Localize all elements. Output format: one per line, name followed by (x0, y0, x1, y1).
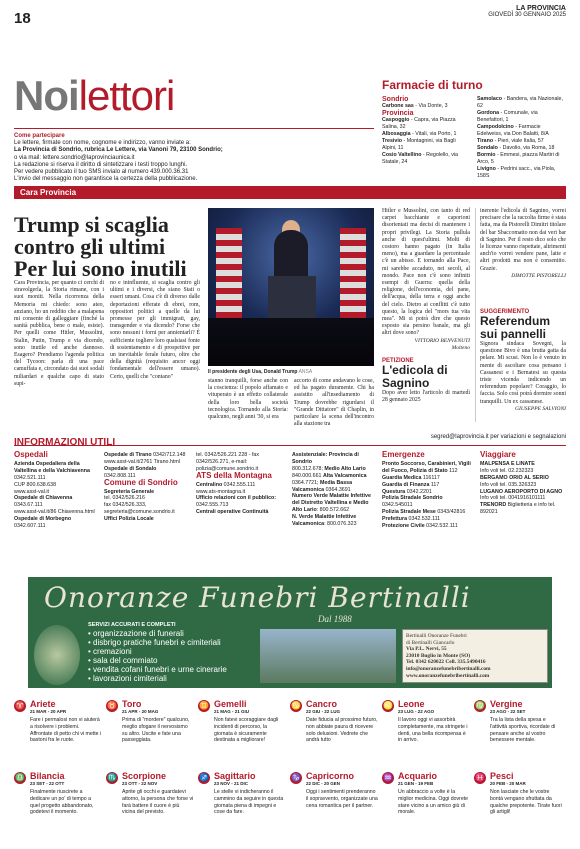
sign-dates: 21 MAG - 21 GIU (214, 709, 250, 714)
flower-image (34, 625, 80, 685)
info-entry: 0342.555.713 (196, 502, 229, 509)
info-entry: Uffici Polizia Locale (104, 516, 154, 523)
sign-text: Oggi i sentimenti prenderanno il sopravvento, organizzate una cena romantica per il partner. (306, 789, 378, 809)
info-emergenze (382, 452, 474, 530)
info-heading: Ospedali (14, 450, 48, 459)
sign-dates: 21 GEN - 19 FEB (398, 781, 434, 786)
publication-name: LA PROVINCIA (516, 5, 566, 12)
info-entry: www.asst-val.it/2761 Tirano.html (104, 458, 180, 465)
pharmacy-entry: Gordona - Comunale, via Benefattori, 1 (477, 110, 538, 123)
info-entry: www.ats-montagna.it (196, 488, 246, 495)
letter-col-1: Cara Provincia, per quanto ci cerchi di stravolgerla, la Storia rimane, con i suoi moniti. Nella ricorrenza della Memoria mi chiedo: sono ateo, anziano, ho un reddito che a malapena mi consente di galleggiare (finché la sanità pubblica, bene o male, esiste). Per quelli come Hitler, Mussolini, Stalin, Putin, Trump e via dicendo, sono inutile ed anche dannoso. Esagero? Prendiamo l'agenda politica del Tycoon: parla di una pace camuffata e, circondato dai suoi sodali miliardari e qualche capo di stato supi- (14, 280, 104, 387)
sign-text: Tra la lista della spesa e l'attività sportiva, ricordate di pensare anche al vostro benessere mentale. (490, 717, 556, 744)
info-entry: Info voli tel. 0041916101111 (480, 495, 546, 502)
intro-tag: Come partecipare (14, 133, 65, 139)
suggestion-title: Referendum sui pannelli (480, 314, 551, 341)
horoscope-sign (474, 772, 564, 842)
intro-box (14, 133, 374, 183)
caption-source: ANSA (298, 369, 313, 375)
sign-name: Gemelli (214, 699, 247, 709)
info-heading: Emergenze (382, 450, 425, 459)
info-entry: segreteria@comune.sondrio.it (104, 509, 175, 516)
info-entry: Guardia Medica 116117 (382, 474, 440, 481)
info-entry: Ospedale di Chiavenna 0343.67.111 (14, 495, 73, 509)
info-entry: tel. 0342/526.216 (104, 495, 145, 502)
ad-contact-line: Tel. 0342 620022 Cell. 335.5490416 (406, 659, 486, 666)
ad-contact-line: di Bertinalli Giancarlo (406, 639, 455, 646)
info-viaggiare (480, 452, 566, 516)
info-ospedali (14, 452, 98, 530)
horoscope-sign (198, 772, 288, 842)
ad-contact-line: 23010 Buglio in Monte (SO) (406, 652, 471, 659)
info-entry: Centrali operative Continuità (196, 509, 269, 516)
page-header (488, 5, 566, 19)
signature: GIUSEPPE SALVIONI (515, 405, 566, 412)
petition-box (382, 358, 470, 404)
funeral-advertisement (28, 577, 552, 688)
masthead (14, 72, 175, 119)
petition-title: L'edicola di Sagnino (382, 363, 448, 390)
sign-text: Prima di "mordere" qualcuno, meglio sfogare il nervosismo su altro. Uscite e fate una passeggiata. (122, 717, 190, 744)
zodiac-icon: ♏ (107, 773, 117, 782)
info-entry: Guardia di Finanza 117 (382, 481, 440, 488)
info-entry: Azienda Ospedaliera della Valtellina e della Valchiavenna (14, 460, 90, 474)
zodiac-icon: ♋ (291, 701, 301, 710)
info-entry: 800.312.678; Medio Alto Lario (292, 465, 366, 472)
sign-dates: 21 MAR - 20 APR (30, 709, 67, 714)
sign-dates: 22 DIC - 20 GEN (306, 781, 341, 786)
info-entry: 0364.7721; Media Bassa (292, 479, 353, 486)
horoscope (14, 700, 566, 845)
info-title: INFORMAZIONI UTILI (14, 437, 116, 448)
info-entry: Segreteria Generale (104, 488, 155, 495)
info-heading: Viaggiare (480, 450, 516, 459)
ad-contact-line: info@onoranzefunebribertinalli.com (406, 665, 491, 672)
pharmacy-entry: Sondalo - Davolio, via Roma, 18 (477, 145, 555, 151)
zodiac-icon: ♒ (383, 773, 393, 782)
info-entry: 0342/526.271, e-mail: (196, 458, 248, 465)
main-headline: Trump si scaglia contro gli ultimi Per lui sono inutili (14, 212, 187, 281)
info-entry: LUGANO AEROPORTO DI AGNO (480, 488, 563, 495)
intro-line: Le lettere, firmate con nome, cognome e indirizzo, vanno inviate a: (14, 140, 191, 147)
letter-text: inerente l'edicola di Sagnino, vorrei precisare che la raccolta firme è stata fatta, ma da Pistorelli Dimitri titolare del bar Sbaccomatto non dai veri bar di Sagnino. Per il resto dico solo che le licenze vanno rispettate, altrimenti anch'io vorrei vendere pane, latte e altri prodotti ma non è consentito. Grazie. (480, 208, 566, 272)
horoscope-sign (290, 772, 380, 842)
info-entry: MALPENSA E LINATE (480, 460, 535, 467)
info-entry: Info voli tel. 035.326323 (480, 481, 537, 488)
ad-service-item: • disbrigo pratiche funebri e cimiteriali (88, 637, 221, 647)
sign-dates: 23 AGO - 22 SET (490, 709, 526, 714)
horoscope-sign (290, 700, 380, 770)
info-entry: Info voli tel. 02.232323 (480, 467, 534, 474)
intro-sms: Per vedere pubblicato il tuo SMS invialo al numero 439.000.36.31 (14, 169, 189, 176)
horoscope-sign (106, 772, 196, 842)
masthead-noi: Noi (14, 72, 79, 119)
photo-caption (208, 369, 374, 375)
intro-email[interactable]: o via mail: lettere.sondrio@laprovinciaunica.it (14, 154, 135, 161)
intro-line: L'invio del messaggio non garantisce la certezza della pubblicazione. (14, 176, 198, 183)
signature: DIMOTTE PISTORELLI (511, 272, 566, 279)
pharmacy-entry: Tirano - Pieri, viale Italia, 57 (477, 138, 544, 144)
pharmacy-entry: Caspoggio - Capra, via Piazza Salina, 32 (382, 117, 456, 130)
masthead-lettori: lettori (78, 72, 175, 119)
info-entry: fax 0342/526.333, (104, 502, 147, 509)
ad-title: Onoranze Funebri Bertinalli (44, 581, 471, 614)
letter-col-6 (480, 208, 566, 280)
ad-service-item: • cremazioni (88, 646, 132, 656)
info-entry: Comune di Sondrio (104, 477, 178, 487)
ad-contact-line: www.onoranzefunebribertinalli.com (406, 672, 490, 679)
sign-text: Fare i permalosi non vi aiuterà a risolvere i problemi. Affrontate di petto chi vi mette i bastoni fra le ruote. (30, 717, 102, 744)
zodiac-icon: ♓ (475, 773, 485, 782)
zodiac-icon: ♉ (107, 701, 117, 710)
letter-col-3: stanno tranquilli, forse anche con la coscienza: il popolo affamato e vituperato è un effetto collaterale della loro bella società tecnologica. Tornando alla Storia: qualcuno, negli anni '30, si era (208, 378, 288, 421)
info-entry: 0342.521.111 (14, 474, 46, 481)
info-entry: del Distretto Valtellina e Medio (292, 500, 369, 507)
sign-name: Ariete (30, 699, 56, 709)
horoscope-sign (198, 700, 288, 770)
pharmacy-entry: Samolaco - Bandera, via Nazionale, 62 (477, 96, 563, 109)
info-entry: Numero Verde Malattie Infettive (292, 493, 371, 500)
farmacie-col-2 (477, 96, 566, 180)
info-entry: Ospedale di Tirano 0342/712.148 (104, 452, 186, 458)
column-rule (475, 208, 476, 422)
info-entry: Ospedale di Morbegno 0342.607.111 (14, 516, 72, 530)
suggestion-label: SUGGERIMENTO (480, 309, 530, 315)
sign-name: Sagittario (214, 771, 256, 781)
info-comune (104, 452, 188, 523)
sign-dates: 23 NOV - 21 DIC (214, 781, 249, 786)
ad-service-item: • sala del commiato (88, 655, 158, 665)
ad-contact-line: Via P.L. Nervi, 55 (406, 646, 447, 653)
sign-text: Un abbraccio a volte è la miglior medicina. Oggi dovrete stare vicino a un amico giù di morale. (398, 789, 469, 816)
info-assistenza (292, 452, 376, 528)
info-bar (14, 432, 566, 446)
pharmacy-entry: Sondrio (382, 96, 409, 103)
pharmacy-entry: Tresivio - Montagnini, via Bagli Alpini, 11 (382, 138, 456, 151)
letter-text: Hitler e Mussolini, con tanto di red carpet bacchiante e caporioni disorientati ma decisi di mantenere i propri privilegi. La Storia pullula anche di quest'ultimi. Molti di costoro hanno pagato (in Italia meno), ma a guardare la percentuale c'è un abisso. E tornando alla Pace, mi sarebbe accaduto, nei secoli, al mondo. Pace non c'è sono infiniti esempi di Guerra: quella della religione, dell'economia, del pane, dell'acqua, della terra e oggi anche del cielo. Dietro ai conflitti c'è tutto questo, la logica del "mors tua vita mea". Mi si potrà dire che questo esposto sia persino banale, ma gli altri dove sono? (382, 208, 470, 337)
sign-text: Aprite gli occhi e guardatevi attorno, la persona che forse vi farà battere il cuore è più vicina del previsto. (122, 789, 194, 816)
sign-name: Pesci (490, 771, 514, 781)
sign-name: Acquario (398, 771, 438, 781)
sign-text: Date fiducia al prossimo futuro, non abbiate paura di ricevere solo delusioni. Vedrete che andrà tutto (306, 717, 378, 744)
letter-col-5 (382, 208, 470, 352)
intro-address: La Provincia di Sondrio, rubrica Le Lettere, via Vanoni 79, 23100 Sondrio; (14, 147, 223, 154)
farmacie-box (382, 78, 566, 180)
pharmacy-entry: Cosio Valtellino - Regolello, via Statale, 24 (382, 152, 458, 165)
info-ats (196, 452, 286, 516)
info-entry: Polizia Stradale Mese 0343/42816 (382, 509, 466, 516)
ad-since: Dal 1988 (318, 614, 352, 624)
info-entry: Pronto Soccorso, Carabinieri, Vigili del Fuoco, Polizia di Stato 112 (382, 460, 471, 474)
zodiac-icon: ♐ (199, 773, 209, 782)
sign-name: Bilancia (30, 771, 65, 781)
farmacie-title: Farmacie di turno (382, 78, 483, 92)
info-entry: Polizia Stradale Sondrio (382, 495, 443, 502)
horoscope-sign (14, 700, 104, 770)
zodiac-icon: ♍ (475, 701, 485, 710)
sign-name: Scorpione (122, 771, 167, 781)
section-bar: Cara Provincia (14, 186, 566, 199)
suggestion-text: Signora sindaca Sovegni, la questione Bivo è una brutta gatta da pelare. Mi scusi. Non lo è venuto in mente di ascoltare cosa pensano i Cassanesi e i Bernatesi su questa triste vicenda indicendo un referendum popolare? Coraggio, lo faccia. Solo così potrà dormire sonni tranquilli. Un ex cassanese. (480, 341, 566, 405)
horoscope-sign (382, 772, 472, 842)
pharmacy-entry: Livigno - Pedrini sacc., via Piola, 158S (477, 166, 556, 179)
landscape-image (260, 629, 396, 683)
zodiac-icon: ♎ (15, 773, 25, 782)
sign-name: Leone (398, 699, 425, 709)
page-number: 18 (14, 10, 31, 27)
signature-city: Molteno (451, 344, 470, 351)
info-entry: TRENORD Biglietteria e info tel. (480, 502, 556, 509)
sign-text: Non lasciate che le vostre bontà vengano sfruttata da qualche prepotente. Tirate fuori gli artigli! (490, 789, 562, 816)
info-entry: 0342.545011 (382, 502, 413, 509)
sign-dates: 21 APR - 20 MAG (122, 709, 159, 714)
farmacie-col-1 (382, 96, 471, 180)
ad-service-item: • organizzazione di funerali (88, 629, 184, 638)
sign-name: Vergine (490, 699, 523, 709)
sign-dates: 23 OTT - 22 NOV (122, 781, 158, 786)
info-entry: polizia@comune.sondrio.it (196, 465, 259, 472)
ad-services-list (88, 630, 227, 683)
sign-name: Cancro (306, 699, 338, 709)
masthead-rule (14, 128, 374, 129)
horoscope-sign (106, 700, 196, 770)
sign-name: Capricorno (306, 771, 355, 781)
info-entry: BERGAMO ORIO AL SERIO (480, 474, 549, 481)
info-entry: N. Verde Malattie Infettive (292, 514, 357, 521)
info-email[interactable]: segred@laprovincia.it per variazioni e segnalazioni (430, 434, 566, 440)
zodiac-icon: ♈ (15, 701, 25, 710)
pharmacy-entry: Albosaggia - Vitali, via Porto, 1 (382, 131, 457, 137)
info-entry: CUP 800.638.638 (14, 481, 57, 488)
zodiac-icon: ♊ (199, 701, 209, 710)
info-entry: Questura 0342.2201 (382, 488, 432, 495)
intro-line: La redazione si riserva il diritto di sintetizzare i testi troppo lunghi. (14, 161, 188, 168)
info-entry: Valcamonica: 800.076.323 (292, 521, 357, 528)
info-entry: Alto Lario: 800.572.662 (292, 507, 350, 514)
info-entry: Ufficio relazioni con il pubblico: (196, 495, 277, 502)
horoscope-sign (382, 700, 472, 770)
letter-col-4: accorto di come andavano le cose, ed ha pagato duramente. Chi ha assistito all'insediamento di Trump dovrebbe rigurdarsi il "Grande Dittatore" di Chaplin, in particolare la scena dell'incontro alla stazione tra (294, 378, 374, 428)
issue-date: GIOVEDÌ 30 GENNAIO 2025 (488, 12, 566, 18)
info-entry: www.asst-val.it (14, 488, 50, 495)
info-entry: Centralino 0342.555.111 (196, 481, 256, 488)
info-entry: Valcamonica 0364.3691 (292, 486, 351, 493)
pharmacy-entry: Carbone sas - Via Donte, 3 (382, 103, 448, 109)
info-entry: Ospedale di Sondalo 0342.808.111 (104, 465, 157, 479)
pharmacy-entry: Provincia (382, 110, 414, 117)
zodiac-icon: ♑ (291, 773, 301, 782)
info-entry: 892021 (480, 509, 498, 516)
caption-text: Il presidente degli Usa, Donald Trump (208, 369, 298, 375)
petition-text: Dopo aver letto l'articolo di martedì 28 gennaio 2025 (382, 390, 470, 404)
sign-text: Non fatevi scoraggiare dagli incidenti di percorso, la giornata è sicuramente destinata a migliorare! (214, 717, 279, 744)
pharmacy-entry: Campodolcino - Farmacie Edelweiss, via Don Balatti, 8/A (477, 124, 549, 137)
pharmacy-entry: Bormio - Emmesi, piazza Martiri di Arco, 5 (477, 152, 560, 165)
zodiac-icon: ♌ (383, 701, 393, 710)
sign-text: Le stelle vi indicheranno il cammino da seguire in questa giornata piena di impegni e cose da fare. (214, 789, 284, 816)
ad-services-title: SERVIZI ACCURATI E COMPLETI (88, 622, 176, 628)
sign-dates: 23 LUG - 22 AGO (398, 709, 435, 714)
info-entry: ATS della Montagna (196, 470, 272, 480)
info-entry: 840.000.661 Alta Valcamonica (292, 472, 367, 479)
info-entry: tel. 0342/526.221 228 - fax (196, 452, 260, 458)
sign-text: Il lavoro oggi vi assorbirà completamente, ma stringete i denti, una bella ricompensa è in arrivo. (398, 717, 468, 744)
ad-contact-card (402, 629, 548, 683)
sign-dates: 22 GIU - 22 LUG (306, 709, 341, 714)
suggestion-box (480, 309, 566, 412)
info-entry: www.asst-val.it/86 Chiavenna.html (14, 509, 95, 516)
petition-label: PETIZIONE (382, 358, 414, 364)
horoscope-sign (474, 700, 564, 770)
letter-col-2: no e ininfluente, si scaglia contro gli ultimi e i diversi, che siano Stati o esseri umani. Cosa c'è di diverso dalle deportazioni efferate di ebrei, rom, oppositori politici a quelle da lui promesse per gli immigrati, gay, transgender e via dicendo? Forse che sono nessuni i forni per annientarli? È sufficiente togliere loro qualsiasi fonte di sostentamento e di prospettive per un inevitabile ferale futuro, oltre che della dignità (requisito ancor oggi fondamentale dell'essere umano). Certo, quelli che "contano" (110, 280, 200, 380)
info-entry: Prefettura 0342.532.111 (382, 516, 441, 523)
ad-service-item: • lavorazioni cimiteriali (88, 673, 167, 683)
sign-name: Toro (122, 699, 142, 709)
ad-service-item: • vendita cofani funebri e urne cinerarie (88, 664, 227, 674)
info-entry: Protezione Civile 0342.532.111 (382, 523, 458, 530)
ad-contact-line: Bertinalli Onoranze Funebri (406, 633, 467, 639)
sign-dates: 23 SET - 22 OTT (30, 781, 65, 786)
trump-photo (208, 208, 374, 366)
sign-text: Finalmente riuscirete a dedicare un po' di tempo a quel progetto abbandonato, godetevi il momento. (30, 789, 94, 816)
signature: VITTORIO BENVENUTI (414, 337, 470, 344)
sign-dates: 20 FEB - 20 MAR (490, 781, 526, 786)
info-entry: Assistenziale: Provincia di Sondrio (292, 452, 359, 465)
horoscope-sign (14, 772, 104, 842)
